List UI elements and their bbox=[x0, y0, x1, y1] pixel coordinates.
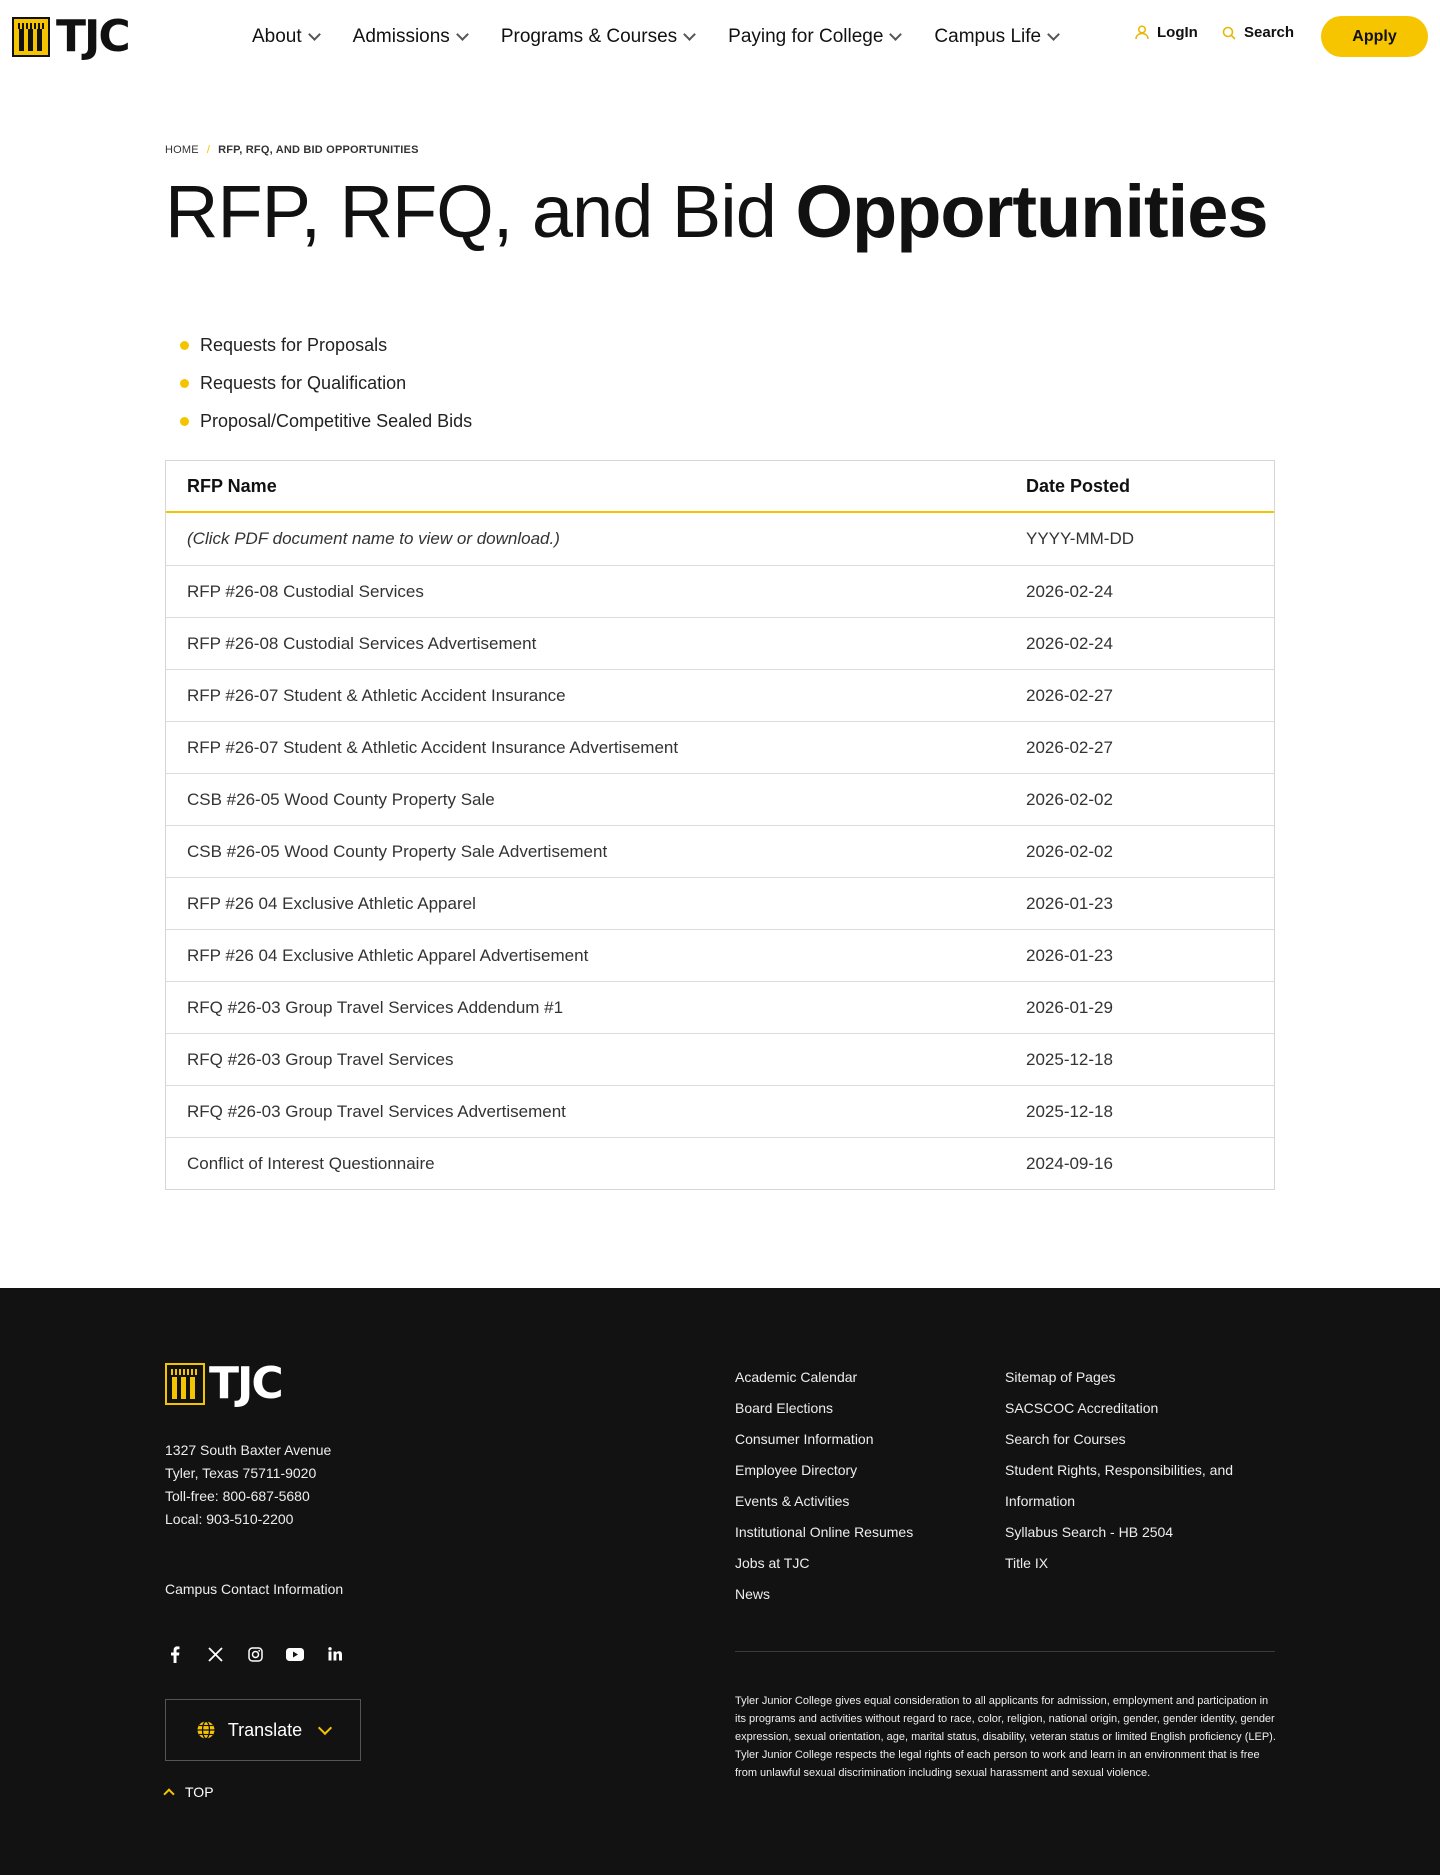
footer-divider bbox=[735, 1651, 1275, 1652]
search-label: Search bbox=[1244, 24, 1295, 41]
table-note: (Click PDF document name to view or download.) bbox=[187, 529, 560, 548]
site-footer bbox=[0, 1288, 1440, 1875]
rfp-document-link[interactable]: CSB #26-05 Wood County Property Sale bbox=[187, 789, 495, 809]
footer-links-col1 bbox=[735, 1366, 913, 1614]
rfp-document-link[interactable]: RFQ #26-03 Group Travel Services bbox=[187, 1049, 454, 1069]
address-line: Tyler, Texas 75711-9020 bbox=[165, 1465, 317, 1481]
nav-admissions[interactable] bbox=[353, 22, 467, 52]
footer-phones bbox=[165, 1485, 310, 1531]
chevron-down-icon bbox=[308, 28, 321, 41]
chevron-down-icon bbox=[318, 1720, 332, 1734]
chevron-down-icon bbox=[683, 28, 696, 41]
footer-link[interactable]: Sitemap of Pages bbox=[1005, 1369, 1116, 1385]
footer-link[interactable]: Syllabus Search - HB 2504 bbox=[1005, 1524, 1174, 1540]
date-posted: 2025-12-18 bbox=[1026, 1049, 1113, 1069]
date-posted: 2026-02-24 bbox=[1026, 581, 1113, 601]
nav-label: About bbox=[252, 26, 302, 47]
table-row bbox=[166, 981, 1274, 1033]
rfp-table bbox=[165, 460, 1275, 1190]
date-posted: 2026-02-02 bbox=[1026, 841, 1113, 861]
chevron-down-icon bbox=[890, 28, 903, 41]
footer-link[interactable]: Institutional Online Resumes bbox=[735, 1524, 914, 1540]
chevron-down-icon bbox=[1047, 28, 1060, 41]
rfp-document-link[interactable]: RFP #26-07 Student & Athletic Accident Insurance bbox=[187, 685, 566, 705]
footer-logo[interactable] bbox=[165, 1358, 282, 1409]
footer-link[interactable]: Employee Directory bbox=[735, 1462, 858, 1478]
footer-link[interactable]: SACSCOC Accreditation bbox=[1005, 1400, 1159, 1416]
column-header-rfp-name: RFP Name bbox=[187, 475, 277, 496]
date-posted: 2026-02-27 bbox=[1026, 737, 1113, 757]
rfp-document-link[interactable]: RFP #26 04 Exclusive Athletic Apparel bbox=[187, 893, 476, 913]
bullet-icon bbox=[180, 379, 189, 388]
search-link[interactable] bbox=[1222, 24, 1294, 41]
top-label: TOP bbox=[185, 1784, 214, 1800]
instagram-icon[interactable] bbox=[245, 1644, 265, 1664]
nav-label: Admissions bbox=[352, 26, 450, 47]
list-item bbox=[180, 364, 472, 402]
tower-logo-icon bbox=[12, 17, 50, 57]
date-posted: 2026-01-29 bbox=[1026, 997, 1113, 1017]
table-row bbox=[166, 773, 1274, 825]
footer-link[interactable]: Jobs at TJC bbox=[735, 1555, 810, 1571]
date-posted: 2026-01-23 bbox=[1026, 893, 1113, 913]
column-header-date-posted: Date Posted bbox=[1026, 475, 1131, 496]
table-row bbox=[166, 1085, 1274, 1137]
nondiscrimination-statement: Tyler Junior College gives equal consideration to all applicants for admission, employment and participation in its programs and activities without regard to race, color, religion, national origin, gender, gender identity, gender expression, sexual orientation, age, marital status, disability, veteran status or limited English proficiency (LEP). Tyler Junior College respects the legal rights of each person to work and learn in an environment that is free from unlawful sexual discrimination including sexual harassment and sexual violence. bbox=[735, 1695, 1276, 1779]
phone-tollfree[interactable]: Toll-free: 800-687-5680 bbox=[165, 1488, 310, 1504]
globe-icon bbox=[196, 1720, 216, 1740]
rfp-document-link[interactable]: RFQ #26-03 Group Travel Services Addendum #1 bbox=[187, 997, 564, 1017]
rfp-document-link[interactable]: RFP #26-08 Custodial Services Advertisement bbox=[187, 633, 537, 653]
rfp-document-link[interactable]: RFP #26-07 Student & Athletic Accident Insurance Advertisement bbox=[187, 737, 679, 757]
footer-link[interactable]: Consumer Information bbox=[735, 1431, 874, 1447]
rfp-document-link[interactable]: CSB #26-05 Wood County Property Sale Advertisement bbox=[187, 841, 608, 861]
address-line: 1327 South Baxter Avenue bbox=[165, 1442, 332, 1458]
list-item-label: Requests for Proposals bbox=[200, 334, 388, 355]
login-link[interactable] bbox=[1135, 24, 1198, 41]
nav-campus-life[interactable] bbox=[934, 22, 1058, 52]
page-title-bold: Opportunities bbox=[795, 170, 1268, 253]
footer-link[interactable]: Academic Calendar bbox=[735, 1369, 858, 1385]
footer-link[interactable]: Board Elections bbox=[735, 1400, 834, 1416]
youtube-icon[interactable] bbox=[285, 1644, 305, 1664]
search-icon bbox=[1222, 26, 1236, 40]
tjc-logo[interactable] bbox=[12, 11, 129, 62]
footer-link[interactable]: Student Rights, Responsibilities, and bbox=[1005, 1462, 1234, 1478]
footer-link[interactable]: News bbox=[735, 1586, 771, 1602]
date-posted: 2024-09-16 bbox=[1026, 1153, 1113, 1173]
footer-links-col2 bbox=[1005, 1366, 1233, 1583]
table-row bbox=[166, 825, 1274, 877]
list-item-label: Requests for Qualification bbox=[200, 372, 407, 393]
login-label: LogIn bbox=[1157, 24, 1198, 41]
footer-link[interactable]: Events & Activities bbox=[735, 1493, 850, 1509]
table-row bbox=[166, 929, 1274, 981]
footer-link[interactable]: Information bbox=[1005, 1493, 1076, 1509]
footer-address bbox=[165, 1439, 331, 1485]
rfp-document-link[interactable]: RFP #26-08 Custodial Services bbox=[187, 581, 424, 601]
nav-label: Campus Life bbox=[934, 26, 1042, 47]
main-nav bbox=[252, 22, 1092, 52]
tower-logo-icon bbox=[165, 1363, 205, 1405]
table-row bbox=[166, 1137, 1274, 1189]
table-header-row bbox=[166, 461, 1274, 513]
list-item bbox=[180, 402, 472, 440]
logo-text: TJC bbox=[209, 1358, 282, 1409]
site-header bbox=[0, 0, 1440, 74]
rfp-document-link[interactable]: Conflict of Interest Questionnaire bbox=[187, 1153, 435, 1173]
rfp-document-link[interactable]: RFQ #26-03 Group Travel Services Advertisement bbox=[187, 1101, 566, 1121]
facebook-icon[interactable] bbox=[165, 1644, 185, 1664]
page-title-light: RFP, RFQ, and Bid bbox=[165, 170, 796, 253]
date-posted: 2026-01-23 bbox=[1026, 945, 1113, 965]
rfp-document-link[interactable]: RFP #26 04 Exclusive Athletic Apparel Advertisement bbox=[187, 945, 589, 965]
table-row bbox=[166, 721, 1274, 773]
breadcrumb-current: RFP, RFQ, AND BID OPPORTUNITIES bbox=[218, 144, 419, 156]
date-posted: 2025-12-18 bbox=[1026, 1101, 1113, 1121]
breadcrumb bbox=[165, 144, 419, 156]
date-posted: 2026-02-24 bbox=[1026, 633, 1113, 653]
footer-link[interactable]: Search for Courses bbox=[1005, 1431, 1126, 1447]
linkedin-icon[interactable] bbox=[325, 1644, 345, 1664]
apply-button[interactable]: Apply bbox=[1321, 16, 1428, 57]
opportunity-types-list bbox=[180, 326, 472, 440]
translate-label: Translate bbox=[227, 1719, 303, 1740]
table-row bbox=[166, 669, 1274, 721]
table-row bbox=[166, 617, 1274, 669]
nav-programs-courses[interactable] bbox=[501, 22, 694, 52]
table-row bbox=[166, 565, 1274, 617]
translate-button[interactable] bbox=[165, 1699, 361, 1761]
date-posted: 2026-02-02 bbox=[1026, 789, 1113, 809]
breadcrumb-home[interactable]: HOME bbox=[165, 144, 199, 156]
nav-about[interactable] bbox=[252, 22, 319, 52]
logo-text: TJC bbox=[56, 11, 129, 62]
list-item bbox=[180, 326, 472, 364]
breadcrumb-separator: / bbox=[206, 144, 211, 156]
campus-contact-link[interactable]: Campus Contact Information bbox=[165, 1581, 344, 1597]
nav-label: Paying for College bbox=[728, 26, 884, 47]
footer-link[interactable]: Title IX bbox=[1005, 1555, 1049, 1571]
x-icon[interactable] bbox=[205, 1644, 225, 1664]
bullet-icon bbox=[180, 417, 189, 426]
user-icon bbox=[1135, 25, 1149, 40]
page-title bbox=[165, 168, 1268, 256]
nav-paying-for-college[interactable] bbox=[728, 22, 900, 52]
nav-label: Programs & Courses bbox=[500, 26, 678, 47]
table-row bbox=[166, 877, 1274, 929]
list-item-label: Proposal/Competitive Sealed Bids bbox=[200, 410, 473, 431]
chevron-down-icon bbox=[456, 28, 469, 41]
phone-local[interactable]: Local: 903-510-2200 bbox=[165, 1511, 294, 1527]
back-to-top-link[interactable] bbox=[165, 1784, 214, 1800]
chevron-up-icon bbox=[163, 1788, 174, 1799]
table-row bbox=[166, 1033, 1274, 1085]
date-posted: 2026-02-27 bbox=[1026, 685, 1113, 705]
table-note-row bbox=[166, 513, 1274, 565]
date-format-note: YYYY-MM-DD bbox=[1026, 529, 1134, 548]
social-links bbox=[165, 1644, 345, 1664]
bullet-icon bbox=[180, 341, 189, 350]
